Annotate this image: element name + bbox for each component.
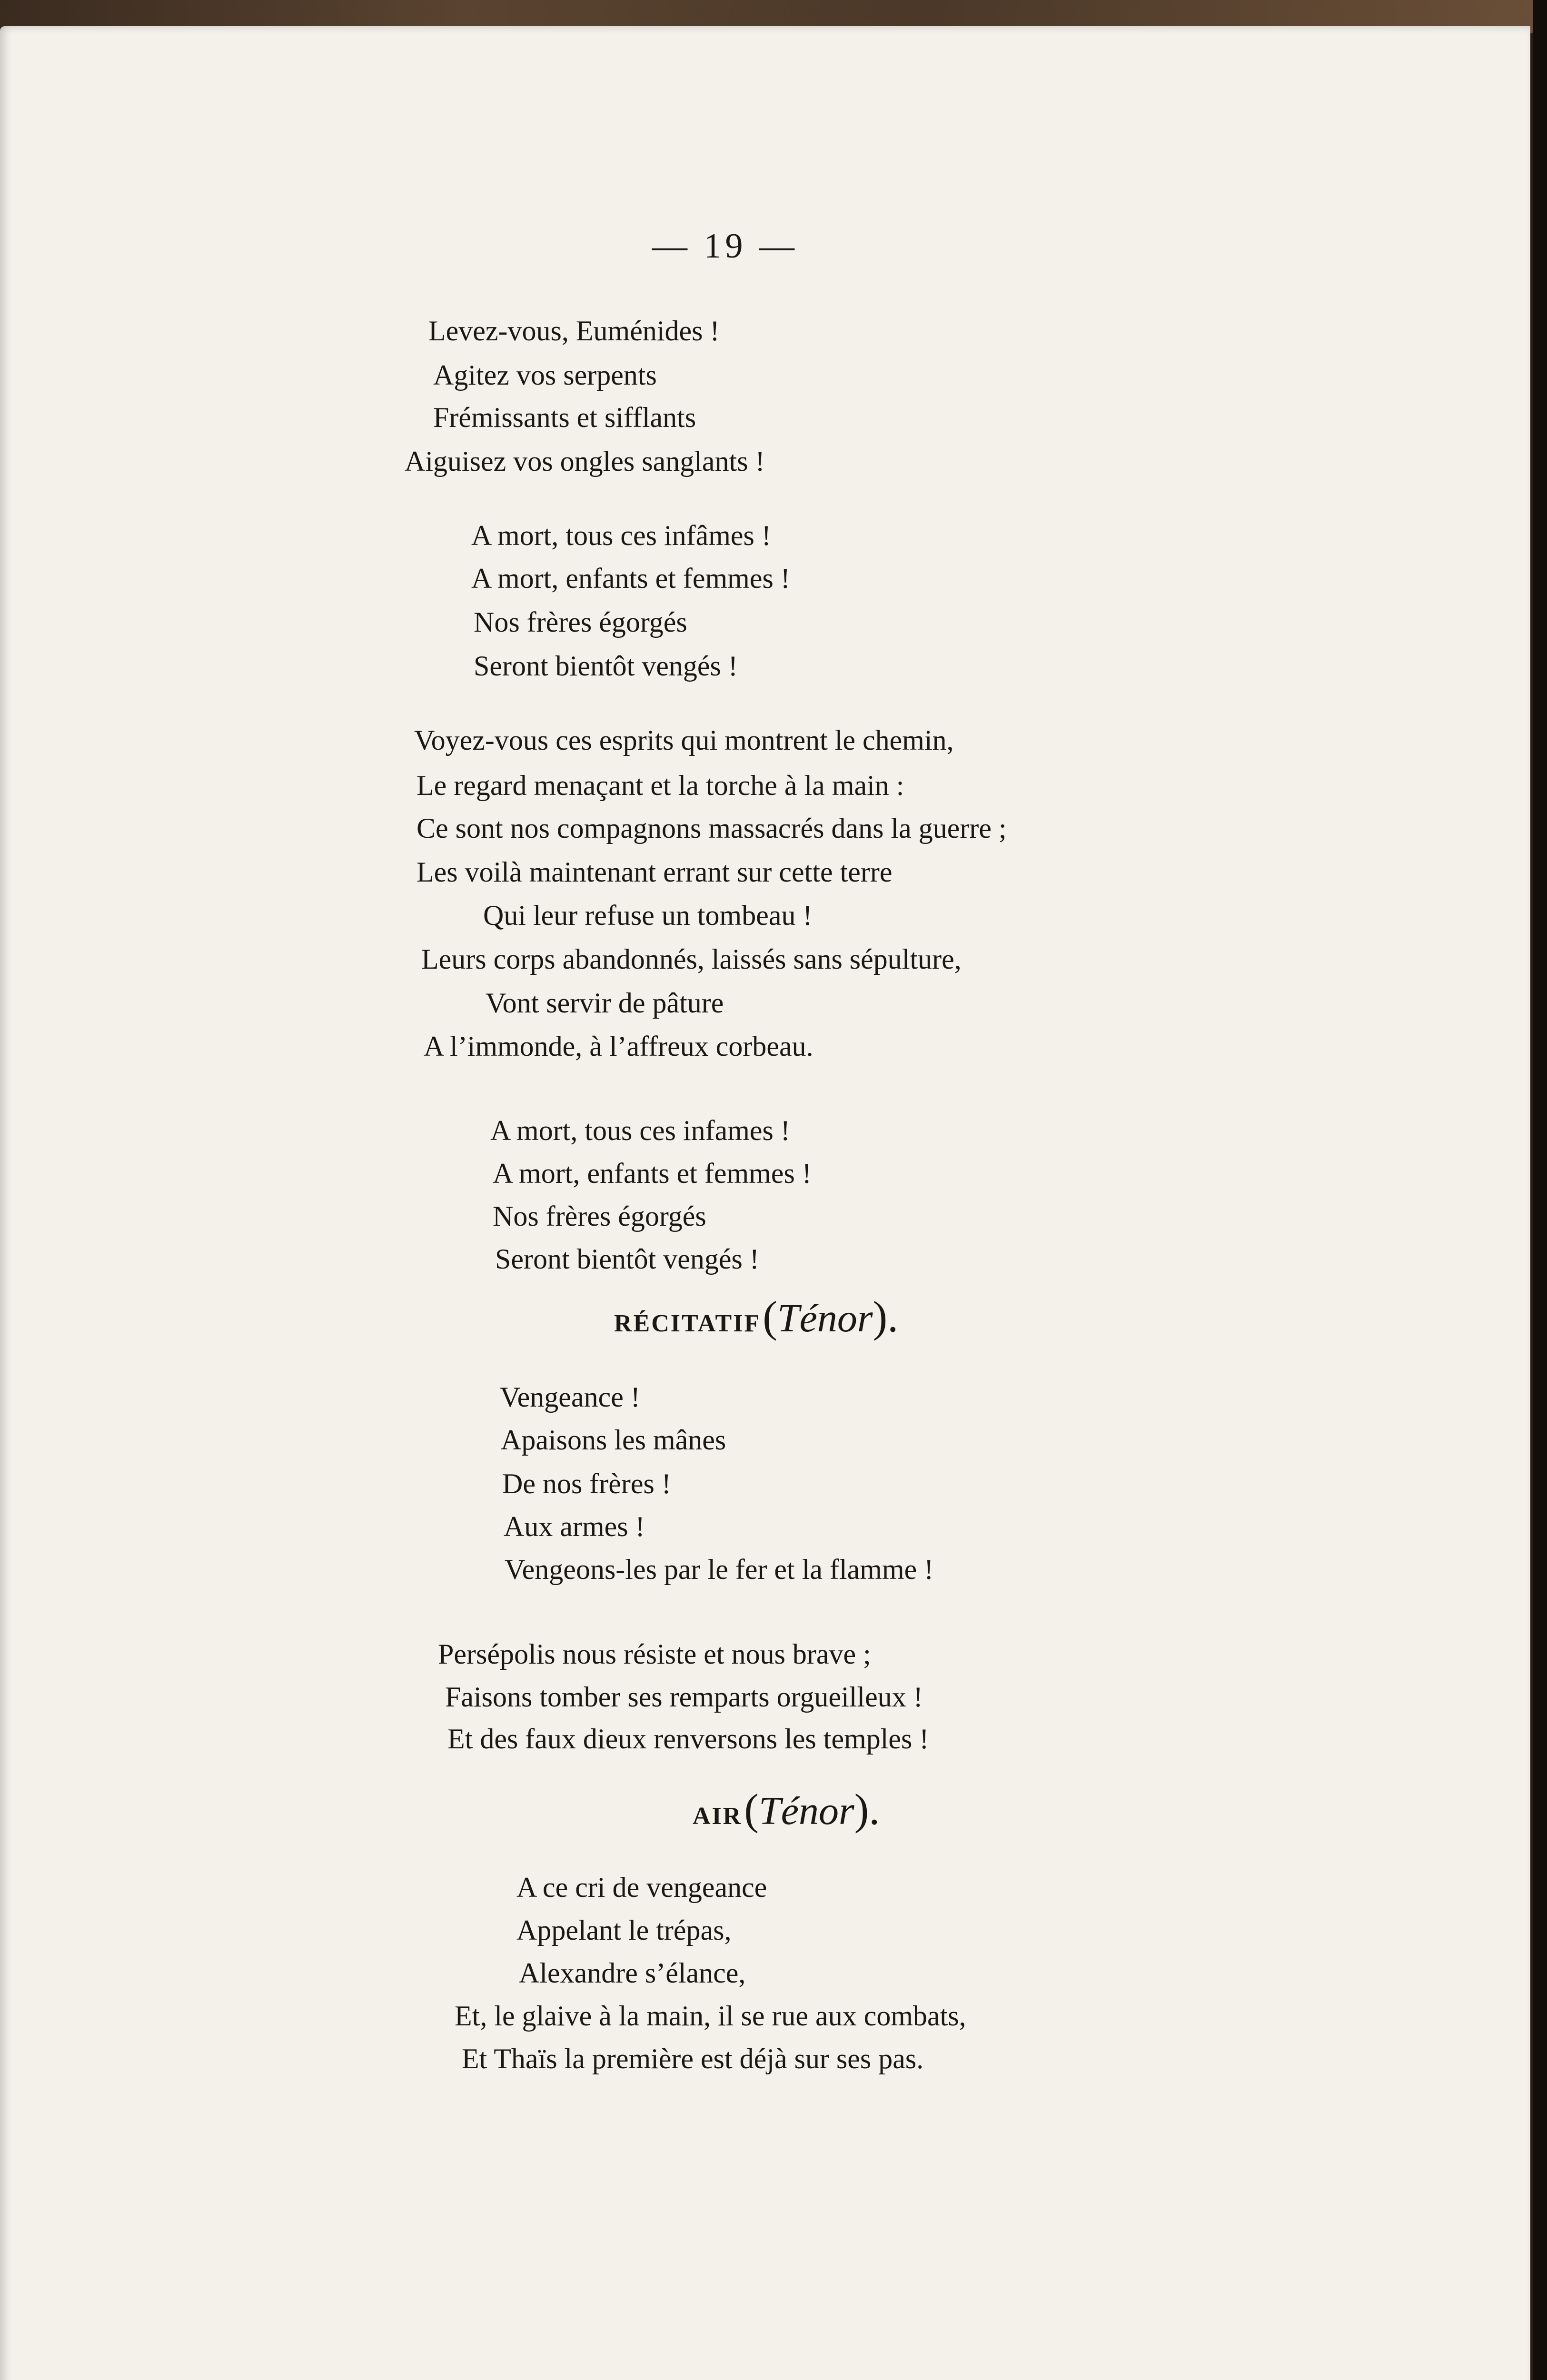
air-line: Et Thaïs la première est déjà sur ses pas. — [462, 2043, 924, 2074]
refrain-line: A mort, enfants et femmes ! — [493, 1158, 812, 1189]
verse-line: A l’immonde, à l’affreux corbeau. — [424, 1031, 813, 1062]
verse-line: Aiguisez vos ongles sanglants ! — [405, 446, 765, 477]
verse-line: Ce sont nos compagnons massacrés dans la guerre ; — [416, 813, 1007, 844]
section-title: AIR — [693, 1803, 743, 1830]
verse-line: Les voilà maintenant errant sur cette terre — [416, 856, 892, 888]
air-line: Et, le glaive à la main, il se rue aux combats, — [455, 2000, 966, 2032]
verse-line: Et des faux dieux renversons les temples ! — [447, 1723, 929, 1755]
verse-line: Le regard menaçant et la torche à la main : — [416, 770, 904, 801]
voice-label: Ténor — [758, 1789, 854, 1833]
verse-line: Qui leur refuse un tombeau ! — [483, 900, 813, 931]
air-line: A ce cri de vengeance — [516, 1872, 767, 1903]
verse-line: Frémissants et sifflants — [433, 402, 696, 433]
recitatif-line: Aux armes ! — [504, 1511, 645, 1542]
refrain-line: A mort, tous ces infâmes ! — [471, 520, 771, 551]
verse-line: Vont servir de pâture — [486, 987, 724, 1019]
verse-line: Persépolis nous résiste et nous brave ; — [438, 1638, 871, 1670]
recitatif-line: Vengeons-les par le fer et la flamme ! — [505, 1554, 934, 1585]
book-page — [0, 26, 1530, 2380]
recitatif-line: De nos frères ! — [502, 1468, 671, 1499]
air-line: Appelant le trépas, — [516, 1914, 732, 1946]
refrain-line: A mort, enfants et femmes ! — [471, 563, 790, 594]
recitatif-line: Apaisons les mânes — [501, 1424, 726, 1456]
page-number: — 19 — — [652, 227, 798, 266]
verse-line: Levez-vous, Euménides ! — [428, 315, 720, 347]
verse-line: Leurs corps abandonnés, laissés sans sépulture, — [421, 943, 962, 975]
verse-line: Faisons tomber ses remparts orgueilleux ! — [445, 1681, 923, 1713]
refrain-line: Seront bientôt vengés ! — [474, 650, 738, 682]
book-spine-edge — [1533, 0, 1547, 2380]
section-title: RÉCITATIF — [614, 1310, 761, 1337]
recitatif-line: Vengeance ! — [500, 1381, 640, 1413]
air-line: Alexandre s’élance, — [519, 1957, 746, 1989]
section-heading-air: AIR (Ténor). — [693, 1785, 880, 1834]
refrain-line: A mort, tous ces infames ! — [490, 1115, 790, 1146]
refrain-line: Seront bientôt vengés ! — [495, 1243, 759, 1275]
refrain-line: Nos frères égorgés — [493, 1200, 706, 1232]
voice-label: Ténor — [777, 1296, 873, 1340]
verse-line: Voyez-vous ces esprits qui montrent le chemin, — [414, 724, 954, 756]
verse-line: Agitez vos serpents — [433, 359, 657, 391]
refrain-line: Nos frères égorgés — [474, 606, 687, 638]
section-heading-recitatif: RÉCITATIF (Ténor). — [614, 1292, 899, 1341]
